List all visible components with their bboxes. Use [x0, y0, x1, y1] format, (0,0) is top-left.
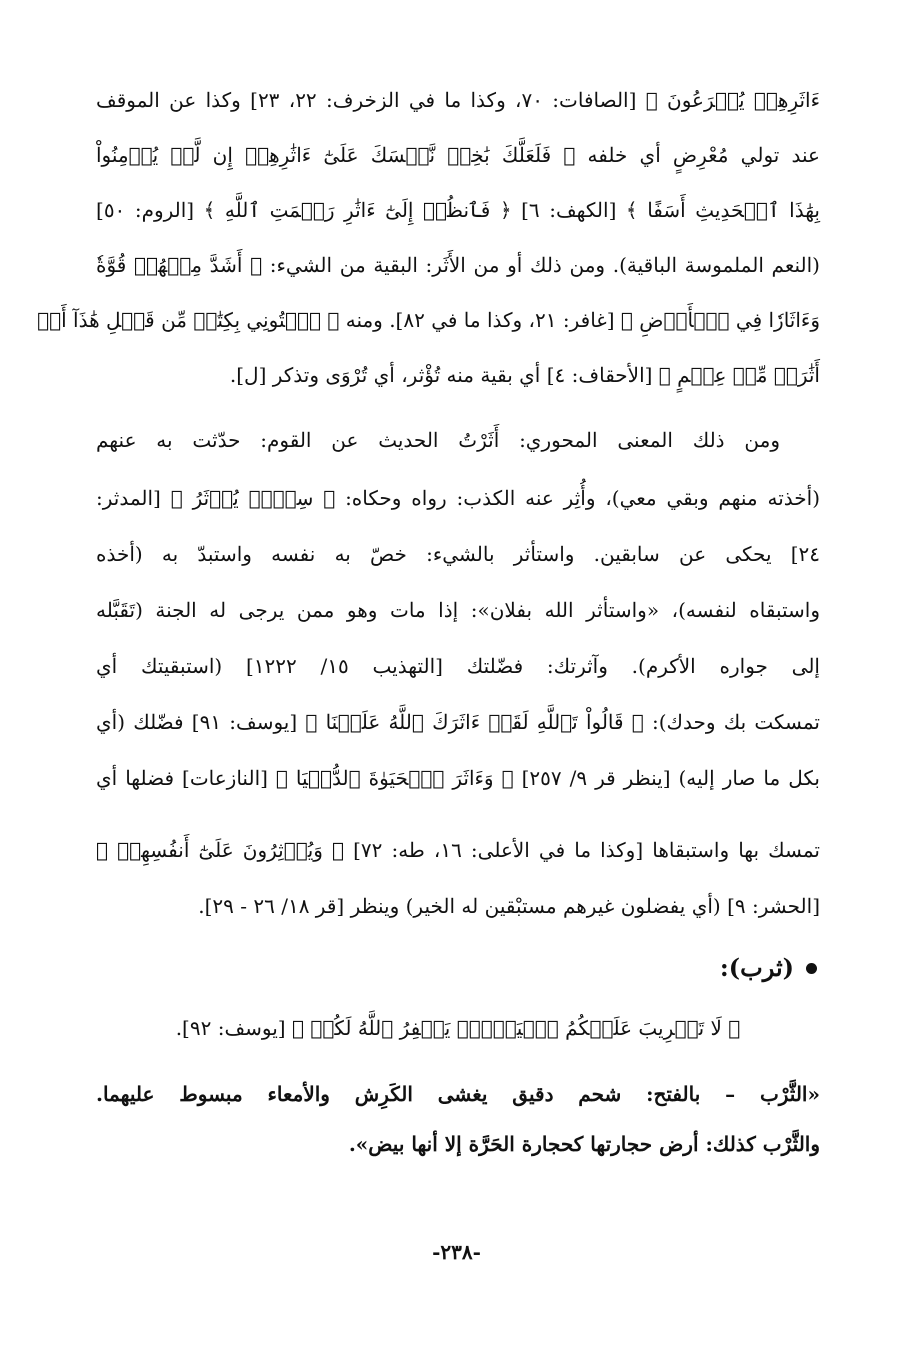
text-line: [الحشر: ٩] (أي يفضلون غيرهم مستبْقين له الخير) وينظر [قر ١٨/ ٢٦ - ٢٩]. [198, 894, 820, 918]
text-line: ٢٤] يحكى عن سابقين. واستأثر بالشيء: خصّ به نفسه واستبدّ به (أخذه [96, 542, 820, 566]
bullet-icon [806, 963, 817, 974]
text-line: تمسك بها واستبقاها [وكذا ما في الأعلى: ١٦، طه: ٧٢] ﴿ وَيُؤۡثِرُونَ عَلَىٰٓ أَنفُسِهِمۡ ﴾ [96, 838, 820, 862]
text-line: وَءَاثَارٗا فِي ٱلۡأَرۡضِ ﴾ [غافر: ٢١، وكذا ما في ٨٢]. ومنه ﴿ ٱئۡتُونِي بِكِتَٰبٖ مِّن قَبۡلِ هَٰذَآ أَوۡ [37, 308, 820, 332]
entry-heading-text: (ثرب): [719, 953, 794, 982]
text-line: (النعم الملموسة الباقية). ومن ذلك أو من الأَثَر: البقية من الشيء: ﴿ أَشَدَّ مِنۡهُمۡ قُوَّةٗ [96, 253, 820, 277]
entry-heading [720, 946, 817, 990]
text-line: ءَاثَرِهِمۡ يُهۡرَعُونَ ﴾ [الصافات: ٧٠، وكذا ما في الزخرف: ٢٢، ٢٣] وكذا عن الموقف [96, 88, 821, 112]
text-line: تمسكت بك وحدك): ﴿ قَالُواْ تَٱللَّهِ لَقَدۡ ءَاثَرَكَ ٱللَّهُ عَلَيۡنَا ﴾ [يوسف: ٩١] فضّلك (أي [96, 710, 820, 734]
text-line: بكل ما صار إليه) [ينظر قر ٩/ ٢٥٧] ﴿ وَءَاثَرَ ٱلۡحَيَوٰةَ ٱلدُّنۡيَا ﴾ [النازعات] فضلها أي [96, 766, 820, 790]
definition-line: والثَّرْب كذلك: أرض حجارتها كحجارة الحَرَّة إلا أنها بيض». [348, 1132, 820, 1156]
text-line: إلى جواره الأكرم). وآثرتك: فضّلتك [التهذيب ١٥/ ١٢٢٢] (استبقيتك أي [96, 654, 820, 678]
text-line: عند تولي مُعْرِضٍ أي خلفه ﴿ فَلَعَلَّكَ بَٰخِعٞ نَّفۡسَكَ عَلَىٰٓ ءَاثَٰرِهِمۡ إِن لَّمۡ يُؤۡمِنُواْ [96, 143, 820, 167]
quran-verse-line: ﴿ لَا تَثۡرِيبَ عَلَيۡكُمُ ٱلۡيَوۡمَۖ يَغۡفِرُ ٱللَّهُ لَكُمۡ ﴾ [يوسف: ٩٢]. [175, 1016, 741, 1040]
text-line: أَثَٰرَةٖ مِّنۡ عِلۡمٍ ﴾ [الأحقاف: ٤] أي بقية منه تُؤْثر، أي تُرْوَى وتذكر [ل]. [229, 363, 820, 387]
text-line: بِهَٰذَا ٱلۡحَدِيثِ أَسَفًا ﴾ [الكهف: ٦] ﴿ فَٱنظُرۡ إِلَىٰٓ ءَاثَٰرِ رَحۡمَتِ ٱللَّهِ ﴾ [الروم: ٥٠] [96, 198, 820, 222]
text-line: (أخذته منهم وبقي معي)، وأُثِر عنه الكذب: رواه وحكاه: ﴿ سِحۡرٞ يُؤۡثَرُ ﴾ [المدثر: [96, 486, 820, 510]
text-line-indented: ومن ذلك المعنى المحوري: أَثَرْتُ الحديث عن القوم: حدّثت به عنهم [96, 428, 780, 452]
page-number: -٢٣٨- [432, 1240, 481, 1264]
definition-line: «الثَّرْب – بالفتح: شحم دقيق يغشى الكَرِش والأمعاء مبسوط عليهما. [96, 1082, 820, 1106]
text-line: واستبقاه لنفسه)، «واستأثر الله بفلان»: إذا مات وهو ممن يرجى له الجنة (تَقَبَّله [96, 598, 820, 622]
